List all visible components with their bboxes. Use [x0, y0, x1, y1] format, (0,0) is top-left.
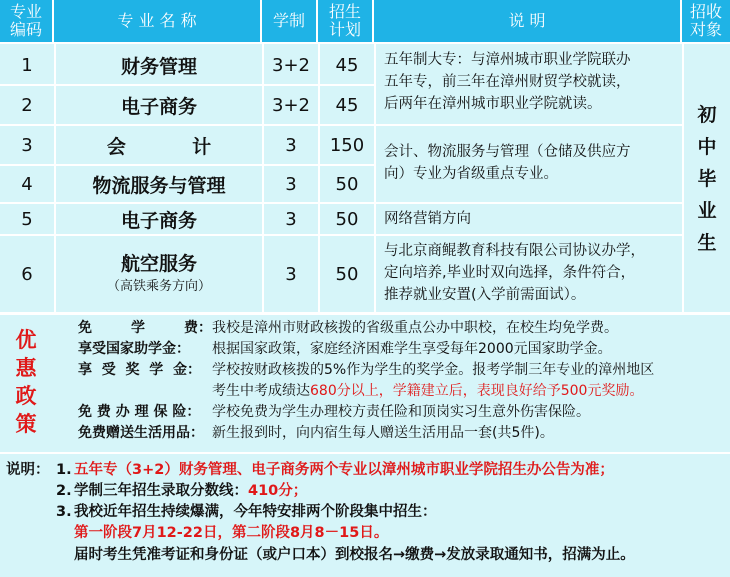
target-students [684, 46, 730, 312]
policy-text: 考生中考成绩达 [212, 383, 310, 399]
policy-value [212, 381, 643, 401]
row-major-name: 电子商务 [120, 95, 197, 118]
row-plan: 45 [335, 54, 359, 76]
policy-highlight: 680分以上，学籍建立后，表现良好给予500元奖励。 [310, 383, 644, 399]
note-line: 网络营销方向 [384, 211, 471, 227]
note-line: 后两年在漳州城市职业学院就读。 [384, 96, 602, 112]
row-divider [0, 312, 730, 315]
policy-label-char: 政 [15, 384, 37, 408]
row-years: 3+2 [272, 94, 310, 116]
row-code: 4 [21, 173, 33, 195]
row-plan: 50 [335, 208, 359, 230]
footer-line-1: 五年专（3+2）财务管理、电子商务两个专业以漳州城市职业学院招生办公告为准； [74, 462, 614, 478]
policy-value: 学校按财政核拨的5%作为学生的奖学金。报考学制三年专业的漳州地区 [212, 362, 655, 378]
row-major-subtitle: （高铁乘务方向） [106, 279, 211, 294]
policy-key: 免 费 办 理 保 险： [78, 404, 201, 420]
note-line: 推荐就业安置(入学前需面试）。 [384, 287, 586, 303]
policy-value: 我校是漳州市财政核拨的省级重点公办中职校，在校生均免学费。 [212, 320, 618, 336]
target-char: 业 [697, 200, 717, 222]
note-line: 定向培养,毕业时双向选择，条件符合， [384, 265, 636, 281]
footer-text: 学制三年招生录取分数线： [74, 483, 248, 499]
row-major-name: 航空服务 [120, 253, 197, 275]
row-code: 5 [21, 208, 33, 230]
target-char: 生 [697, 232, 717, 254]
policy-key: 享 受 奖 学 金： [78, 362, 201, 378]
section-divider [0, 452, 730, 454]
row-code: 6 [21, 263, 33, 285]
note-line: 向）专业为省级重点专业。 [384, 166, 558, 182]
row-years: 3 [285, 263, 297, 285]
row-plan: 45 [335, 94, 359, 116]
note-line: 会计、物流服务与管理（仓储及供应方 [384, 144, 631, 160]
header-name: 专 业 名 称 [54, 0, 262, 44]
policy-value: 根据国家政策，家庭经济困难学生享受每年2000元国家助学金。 [212, 341, 612, 357]
note-key-majors [376, 141, 682, 185]
footer-line-4: 第一阶段7月12-22日，第二阶段8月8－15日。 [74, 525, 389, 541]
note-line: 五年专，前三年在漳州财贸学校就读， [384, 74, 631, 90]
policy-key: 免 学 费： [78, 320, 212, 336]
row-plan: 150 [329, 134, 365, 156]
policy-label-char: 惠 [15, 356, 37, 380]
policy-label-char: 策 [15, 412, 37, 436]
target-char: 初 [697, 104, 717, 126]
row-years: 3 [285, 173, 297, 195]
row-code: 3 [21, 134, 33, 156]
row-major-cell [56, 236, 262, 312]
footer-line-2 [74, 481, 307, 502]
target-char: 中 [697, 136, 717, 158]
policy-key: 享受国家助学金： [78, 341, 190, 357]
footer-num: 3. [56, 504, 72, 520]
note-ecommerce [376, 208, 682, 230]
header-code: 专业 编码 [0, 0, 54, 44]
row-code: 1 [21, 54, 33, 76]
footer-num: 2. [56, 483, 72, 499]
header-plan: 招生 计划 [318, 0, 374, 44]
footer-line-5: 届时考生凭准考证和身份证（或户口本）到校报名→缴费→发放录取通知书，招满为止。 [74, 547, 635, 563]
footer-highlight: 410分； [248, 483, 308, 499]
policy-list [0, 318, 730, 448]
note-five-year [376, 49, 682, 115]
footer-prefix: 说明： [6, 462, 50, 478]
row-major-name: 财务管理 [120, 55, 197, 78]
note-line: 与北京商鲲教育科技有限公司协议办学， [384, 243, 645, 259]
note-aviation [376, 240, 682, 306]
header-years: 学制 [262, 0, 318, 44]
policy-label-char: 优 [15, 328, 37, 352]
policy-key: 免费赠送生活用品： [78, 425, 204, 441]
header-note: 说 明 [374, 0, 682, 44]
row-plan: 50 [335, 263, 359, 285]
row-major-name: 物流服务与管理 [92, 174, 226, 197]
policy-value: 学校免费为学生办理校方责任险和顶岗实习生意外伤害保险。 [212, 404, 590, 420]
header-target: 招收 对象 [682, 0, 730, 44]
row-major-name: 电子商务 [120, 209, 197, 232]
row-years: 3+2 [272, 54, 310, 76]
row-major-name: 会 计 [106, 135, 212, 158]
policy-value: 新生报到时，向内宿生每人赠送生活用品一套(共5件)。 [212, 425, 554, 441]
row-code: 2 [21, 94, 33, 116]
row-years: 3 [285, 208, 297, 230]
footer-num: 1. [56, 462, 72, 478]
footer-line-3: 我校近年招生持续爆满，今年特安排两个阶段集中招生： [74, 504, 437, 520]
row-plan: 50 [335, 173, 359, 195]
target-char: 毕 [697, 168, 717, 190]
row-years: 3 [285, 134, 297, 156]
note-line: 五年制大专：与漳州城市职业学院联办 [384, 52, 631, 68]
